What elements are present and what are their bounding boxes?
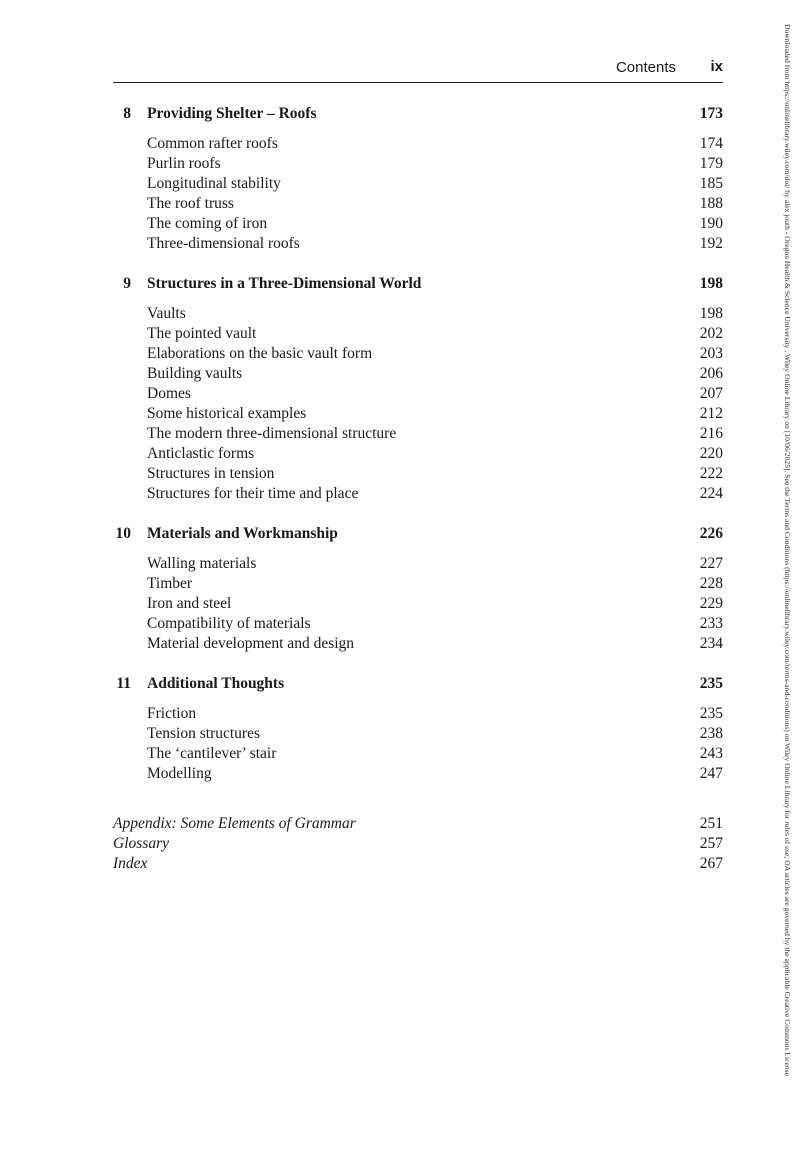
chapter-entry[interactable]: [113, 524, 723, 544]
section-entry[interactable]: [113, 174, 723, 194]
section-page: 203: [699, 345, 723, 362]
section-entry[interactable]: [113, 154, 723, 174]
section-entry[interactable]: [113, 404, 723, 424]
chapter-entry[interactable]: [113, 674, 723, 694]
section-title: Timber: [147, 575, 193, 592]
section-page: 185: [699, 175, 723, 192]
section-page: 206: [699, 365, 723, 382]
section-title: Longitudinal stability: [147, 175, 281, 192]
backmatter-entry[interactable]: [113, 834, 723, 854]
section-entry[interactable]: [113, 724, 723, 744]
backmatter-page: 257: [699, 835, 723, 852]
section-title: Structures for their time and place: [147, 485, 359, 502]
section-page: 228: [699, 575, 723, 592]
section-title: Anticlastic forms: [147, 445, 255, 462]
section-entry[interactable]: [113, 444, 723, 464]
section-page: 235: [699, 705, 723, 722]
section-page: 227: [699, 555, 723, 572]
section-title: Material development and design: [147, 635, 355, 652]
chapter-title: Providing Shelter – Roofs: [147, 105, 317, 122]
chapter-number: 10: [115, 525, 131, 542]
chapter-entry[interactable]: [113, 104, 723, 124]
table-of-contents: [113, 104, 723, 874]
section-page: 192: [699, 235, 723, 252]
section-title: Structures in tension: [147, 465, 275, 482]
section-page: 220: [699, 445, 723, 462]
section-entry[interactable]: [113, 324, 723, 344]
section-page: 233: [699, 615, 723, 632]
running-head-title: Contents: [615, 59, 676, 76]
section-page: 198: [699, 305, 723, 322]
section-page: 234: [699, 635, 723, 652]
section-page: 179: [699, 155, 723, 172]
chapter-page: 198: [699, 275, 723, 292]
section-title: Tension structures: [147, 725, 260, 742]
chapter-page: 226: [699, 525, 723, 542]
section-entry[interactable]: [113, 764, 723, 784]
section-title: The coming of iron: [147, 215, 268, 232]
section-entry[interactable]: [113, 194, 723, 214]
section-page: 229: [699, 595, 723, 612]
section-entry[interactable]: [113, 464, 723, 484]
section-page: 207: [699, 385, 723, 402]
section-title: Vaults: [147, 305, 186, 322]
section-title: Purlin roofs: [147, 155, 221, 172]
section-title: Some historical examples: [147, 405, 307, 422]
section-entry[interactable]: [113, 634, 723, 654]
chapter-page: 173: [699, 105, 723, 122]
section-entry[interactable]: [113, 424, 723, 444]
section-title: Elaborations on the basic vault form: [147, 345, 373, 362]
section-title: The modern three-dimensional structure: [147, 425, 397, 442]
chapter-title: Additional Thoughts: [147, 675, 285, 692]
download-notice-text: Downloaded from https://onlinelibrary.wiley.com/doi/ by alex jouth - Oregon Health & Science University , Wiley Online Library on [10/06/2025]. See the Terms and Conditions (https://onlinelibrary.wiley.com/terms-and-conditions) on Wiley Online Library for rules of use; OA articles are governed by the applicable Creative Commons License: [783, 24, 792, 1076]
section-page: 238: [699, 725, 723, 742]
section-page: 222: [699, 465, 723, 482]
section-page: 212: [699, 405, 723, 422]
section-page: 188: [699, 195, 723, 212]
section-title: Domes: [147, 385, 191, 402]
section-title: The ‘cantilever’ stair: [147, 745, 277, 762]
backmatter-title: Appendix: Some Elements of Grammar: [113, 815, 356, 832]
section-title: The roof truss: [147, 195, 234, 212]
section-entry[interactable]: [113, 484, 723, 504]
section-page: 224: [699, 485, 723, 502]
section-entry[interactable]: [113, 134, 723, 154]
section-page: 216: [699, 425, 723, 442]
backmatter-page: 267: [699, 855, 723, 872]
section-entry[interactable]: [113, 554, 723, 574]
backmatter-title: Glossary: [113, 835, 169, 852]
backmatter-list: [113, 814, 723, 874]
chapter-entry[interactable]: [113, 274, 723, 294]
section-title: Walling materials: [147, 555, 257, 572]
section-page: 243: [699, 745, 723, 762]
running-head: [113, 58, 723, 83]
chapter-block: [113, 524, 723, 654]
section-title: Three-dimensional roofs: [147, 235, 300, 252]
section-entry[interactable]: [113, 234, 723, 254]
section-entry[interactable]: [113, 344, 723, 364]
chapter-title: Structures in a Three-Dimensional World: [147, 275, 422, 292]
section-entry[interactable]: [113, 744, 723, 764]
section-entry[interactable]: [113, 384, 723, 404]
section-title: The pointed vault: [147, 325, 257, 342]
section-page: 190: [699, 215, 723, 232]
section-title: Building vaults: [147, 365, 243, 382]
chapter-list: [113, 104, 723, 784]
section-title: Modelling: [147, 765, 212, 782]
section-entry[interactable]: [113, 364, 723, 384]
section-title: Iron and steel: [147, 595, 232, 612]
section-entry[interactable]: [113, 614, 723, 634]
backmatter-entry[interactable]: [113, 854, 723, 874]
section-entry[interactable]: [113, 214, 723, 234]
section-title: Common rafter roofs: [147, 135, 278, 152]
section-entry[interactable]: [113, 574, 723, 594]
chapter-block: [113, 674, 723, 784]
backmatter-entry[interactable]: [113, 814, 723, 834]
chapter-number: 11: [116, 675, 131, 692]
chapter-block: [113, 104, 723, 254]
backmatter-title: Index: [113, 855, 148, 872]
section-entry[interactable]: [113, 704, 723, 724]
chapter-number: 8: [123, 105, 131, 122]
section-page: 202: [699, 325, 723, 342]
chapter-page: 235: [699, 675, 723, 692]
section-page: 247: [699, 765, 723, 782]
page-number: ix: [710, 58, 723, 75]
section-page: 174: [699, 135, 723, 152]
chapter-block: [113, 274, 723, 504]
section-entry[interactable]: [113, 304, 723, 324]
section-title: Compatibility of materials: [147, 615, 311, 632]
backmatter-page: 251: [699, 815, 723, 832]
download-notice: [782, 24, 792, 1134]
section-title: Friction: [147, 705, 197, 722]
chapter-title: Materials and Workmanship: [147, 525, 338, 542]
chapter-number: 9: [123, 275, 131, 292]
section-entry[interactable]: [113, 594, 723, 614]
